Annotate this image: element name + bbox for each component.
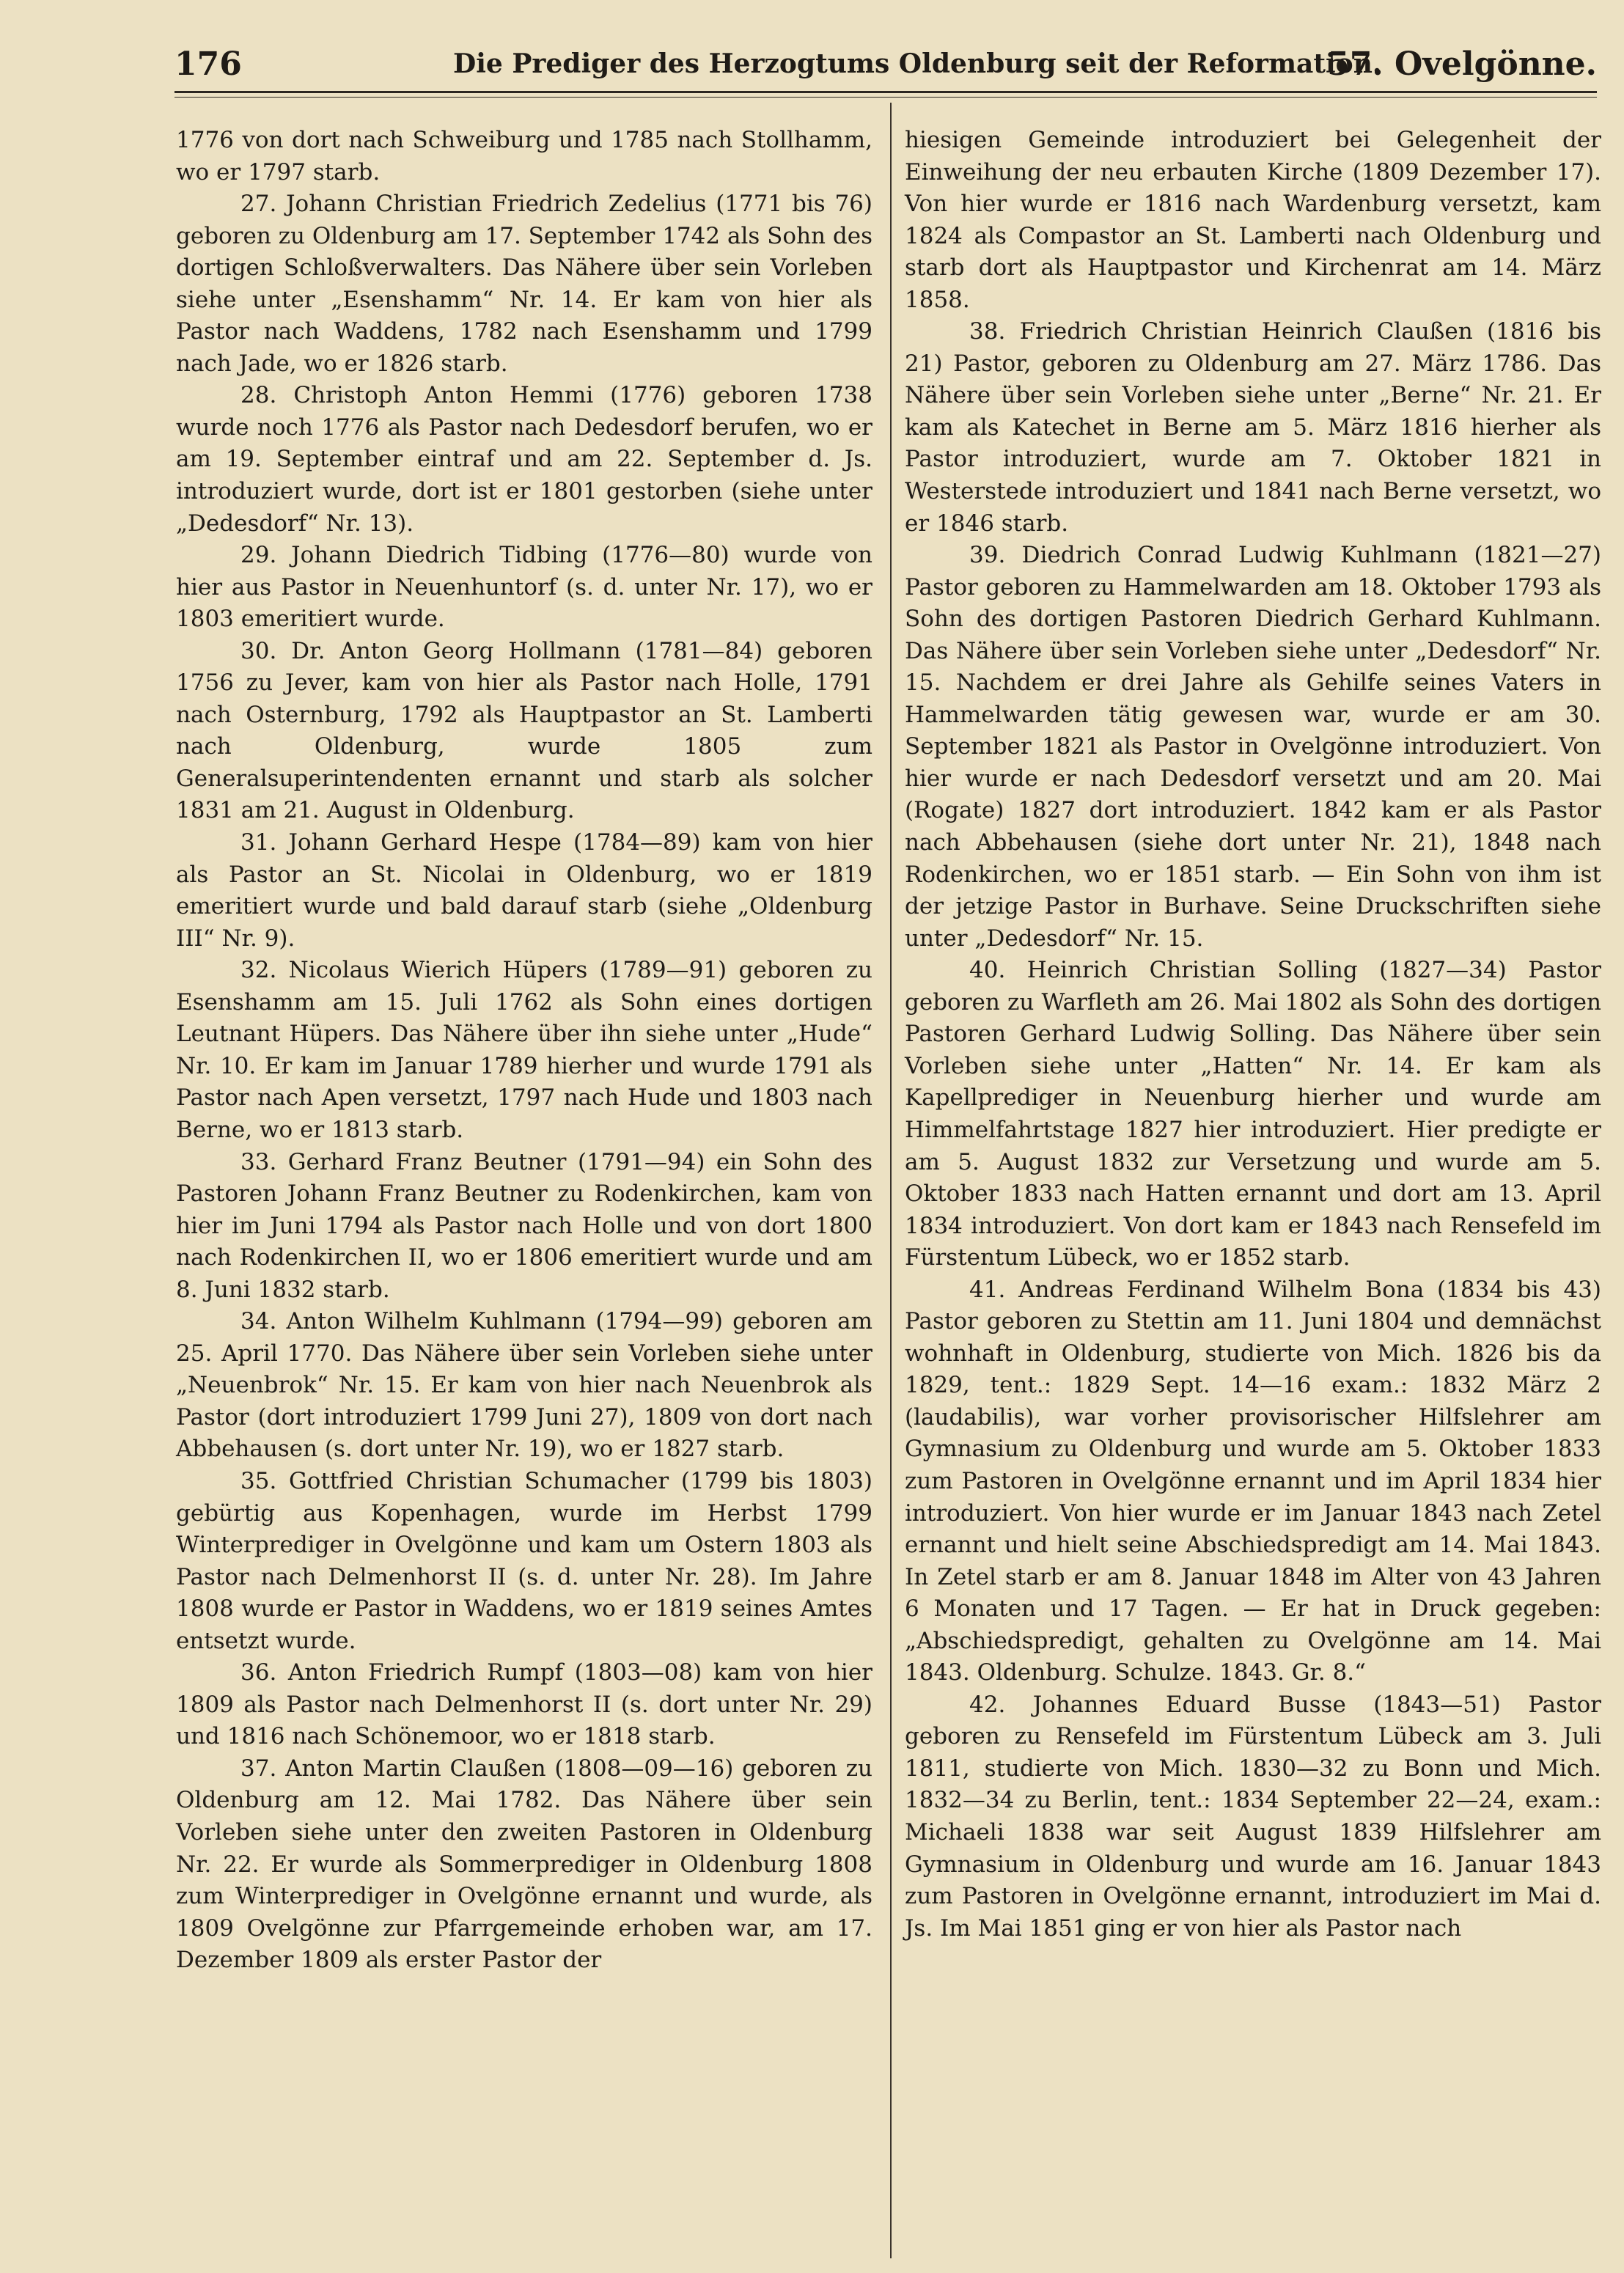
page-number: 176 [174, 45, 242, 83]
entry-37-continuation: hiesigen Gemeinde introduziert bei Gelegenheit der Einweihung der neu erbauten Kirche (1809 Dezember 17). Von hier wurde er 1816 nach Wardenburg versetzt, kam 1824 als Compastor an St. Lamberti nach Oldenburg und starb dort als Hauptpastor und Kirchenrat am 14. März 1858. [905, 127, 1601, 313]
column-divider [890, 103, 892, 2258]
entry-40: 40. Heinrich Christian Solling (1827—34) Pastor geboren zu Warfleth am 26. Mai 1802 als Sohn des dortigen Pastoren Gerhard Ludwig Solling. Das Nähere über sein Vorleben siehe unter „Hatten“ Nr. 14. Er kam als Kapellprediger in Neuenburg hierher und wurde am Himmelfahrtstage 1827 hier introduziert. Hier predigte er am 5. August 1832 zur Versetzung und wurde am 5. Oktober 1833 nach Hatten ernannt und dort am 13. April 1834 introduziert. Von dort kam er 1843 nach Rensefeld im Fürstentum Lübeck, wo er 1852 starb. [905, 957, 1601, 1271]
entry-38: 38. Friedrich Christian Heinrich Claußen (1816 bis 21) Pastor, geboren zu Oldenburg am 27. März 1786. Das Nähere über sein Vorleben siehe unter „Berne“ Nr. 21. Er kam als Katechet in Berne am 5. März 1816 hierher als Pastor introduziert, wurde am 7. Oktober 1821 in Westerstede introduziert und 1841 nach Berne versetzt, wo er 1846 starb. [905, 318, 1601, 537]
running-header [174, 41, 1597, 94]
section-title: 57. Ovelgönne. [1327, 45, 1597, 83]
entry-28: 28. Christoph Anton Hemmi (1776) geboren 1738 wurde noch 1776 als Pastor nach Dedesdorf berufen, wo er am 19. September eintraf und am 22. September d. Js. introduziert wurde, dort ist er 1801 gestorben (siehe unter „Dedesdorf“ Nr. 13). [176, 382, 872, 537]
entry-41: 41. Andreas Ferdinand Wilhelm Bona (1834 bis 43) Pastor geboren zu Stettin am 11. Juni 1804 und demnächst wohnhaft in Oldenburg, studierte von Mich. 1826 bis da 1829, tent.: 1829 Sept. 14—16 exam.: 1832 März 2 (laudabilis), war vorher provisorischer Hilfslehrer am Gymnasium zu Oldenburg und wurde am 5. Oktober 1833 zum Pastoren in Ovelgönne ernannt und im April 1834 hier introduziert. Von hier wurde er im Januar 1843 nach Zetel ernannt und hielt seine Abschiedspredigt am 14. Mai 1843. In Zetel starb er am 8. Januar 1848 im Alter von 43 Jahren 6 Monaten und 17 Tagen. — Er hat in Druck gegeben: „Abschiedspredigt, gehalten zu Ovelgönne am 14. Mai 1843. Oldenburg. Schulze. 1843. Gr. 8.“ [905, 1276, 1601, 1686]
header-rule-thick [174, 91, 1597, 93]
entry-33: 33. Gerhard Franz Beutner (1791—94) ein Sohn des Pastoren Johann Franz Beutner zu Rodenkirchen, kam von hier im Juni 1794 als Pastor nach Holle und von dort 1800 nach Rodenkirchen II, wo er 1806 emeritiert wurde und am 8. Juni 1832 starb. [176, 1148, 872, 1303]
header-rule-thin [174, 97, 1597, 98]
right-column [905, 125, 1601, 1945]
entry-37: 37. Anton Martin Claußen (1808—09—16) geboren zu Oldenburg am 12. Mai 1782. Das Nähere über sein Vorleben siehe unter den zweiten Pastoren in Oldenburg Nr. 22. Er wurde als Sommerprediger in Oldenburg 1808 zum Winterprediger in Ovelgönne ernannt und wurde, als 1809 Ovelgönne zur Pfarrgemeinde erhoben war, am 17. Dezember 1809 als erster Pastor der [176, 1755, 872, 1974]
entry-42: 42. Johannes Eduard Busse (1843—51) Pastor geboren zu Rensefeld im Fürstentum Lübeck am 3. Juli 1811, studierte von Mich. 1830—32 zu Bonn und Mich. 1832—34 zu Berlin, tent.: 1834 September 22—24, exam.: Michaeli 1838 war seit August 1839 Hilfslehrer am Gymnasium in Oldenburg und wurde am 16. Januar 1843 zum Pastoren in Ovelgönne ernannt, introduziert im Mai d. Js. Im Mai 1851 ging er von hier als Pastor nach [905, 1691, 1601, 1942]
entry-29: 29. Johann Diedrich Tidbing (1776—80) wurde von hier aus Pastor in Neuenhuntorf (s. d. unter Nr. 17), wo er 1803 emeritiert wurde. [176, 542, 872, 633]
entry-31: 31. Johann Gerhard Hespe (1784—89) kam von hier als Pastor an St. Nicolai in Oldenburg, wo er 1819 emeritiert wurde und bald darauf starb (siehe „Oldenburg III“ Nr. 9). [176, 829, 872, 952]
running-title: Die Prediger des Herzogtums Oldenburg seit der Reformation. [453, 48, 1382, 79]
entry-39: 39. Diedrich Conrad Ludwig Kuhlmann (1821—27) Pastor geboren zu Hammelwarden am 18. Oktober 1793 als Sohn des dortigen Pastoren Diedrich Gerhard Kuhlmann. Das Nähere über sein Vorleben siehe unter „Dedesdorf“ Nr. 15. Nachdem er drei Jahre als Gehilfe seines Vaters in Hammelwarden tätig gewesen war, wurde er am 30. September 1821 als Pastor in Ovelgönne introduziert. Von hier wurde er nach Dedesdorf versetzt und am 20. Mai (Rogate) 1827 dort introduziert. 1842 kam er als Pastor nach Abbehausen (siehe dort unter Nr. 21), 1848 nach Rodenkirchen, wo er 1851 starb. — Ein Sohn von ihm ist der jetzige Pastor in Burhave. Seine Druckschriften siehe unter „Dedesdorf“ Nr. 15. [905, 542, 1601, 952]
entry-30: 30. Dr. Anton Georg Hollmann (1781—84) geboren 1756 zu Jever, kam von hier als Pastor nach Holle, 1791 nach Osternburg, 1792 als Hauptpastor an St. Lamberti nach Oldenburg, wurde 1805 zum Generalsuperintendenten ernannt und starb als solcher 1831 am 21. August in Oldenburg. [176, 637, 872, 824]
entry-27: 27. Johann Christian Friedrich Zedelius (1771 bis 76) geboren zu Oldenburg am 17. September 1742 als Sohn des dortigen Schloßverwalters. Das Nähere über sein Vorleben siehe unter „Esenshamm“ Nr. 14. Er kam von hier als Pastor nach Waddens, 1782 nach Esenshamm und 1799 nach Jade, wo er 1826 starb. [176, 191, 872, 377]
entry-36: 36. Anton Friedrich Rumpf (1803—08) kam von hier 1809 als Pastor nach Delmenhorst II (s. dort unter Nr. 29) und 1816 nach Schönemoor, wo er 1818 starb. [176, 1659, 872, 1750]
left-column [176, 125, 872, 1977]
entry-35: 35. Gottfried Christian Schumacher (1799 bis 1803) gebürtig aus Kopenhagen, wurde im Herbst 1799 Winterprediger in Ovelgönne und kam um Ostern 1803 als Pastor nach Delmenhorst II (s. d. unter Nr. 28). Im Jahre 1808 wurde er Pastor in Waddens, wo er 1819 seines Amtes entsetzt wurde. [176, 1467, 872, 1654]
entry-26-continuation: 1776 von dort nach Schweiburg und 1785 nach Stollhamm, wo er 1797 starb. [176, 127, 872, 186]
entry-32: 32. Nicolaus Wierich Hüpers (1789—91) geboren zu Esenshamm am 15. Juli 1762 als Sohn eines dortigen Leutnant Hüpers. Das Nähere über ihn siehe unter „Hude“ Nr. 10. Er kam im Januar 1789 hierher und wurde 1791 als Pastor nach Apen versetzt, 1797 nach Hude und 1803 nach Berne, wo er 1813 starb. [176, 957, 872, 1143]
entry-34: 34. Anton Wilhelm Kuhlmann (1794—99) geboren am 25. April 1770. Das Nähere über sein Vorleben siehe unter „Neuenbrok“ Nr. 15. Er kam von hier nach Neuenbrok als Pastor (dort introduziert 1799 Juni 27), 1809 von dort nach Abbehausen (s. dort unter Nr. 19), wo er 1827 starb. [176, 1308, 872, 1463]
